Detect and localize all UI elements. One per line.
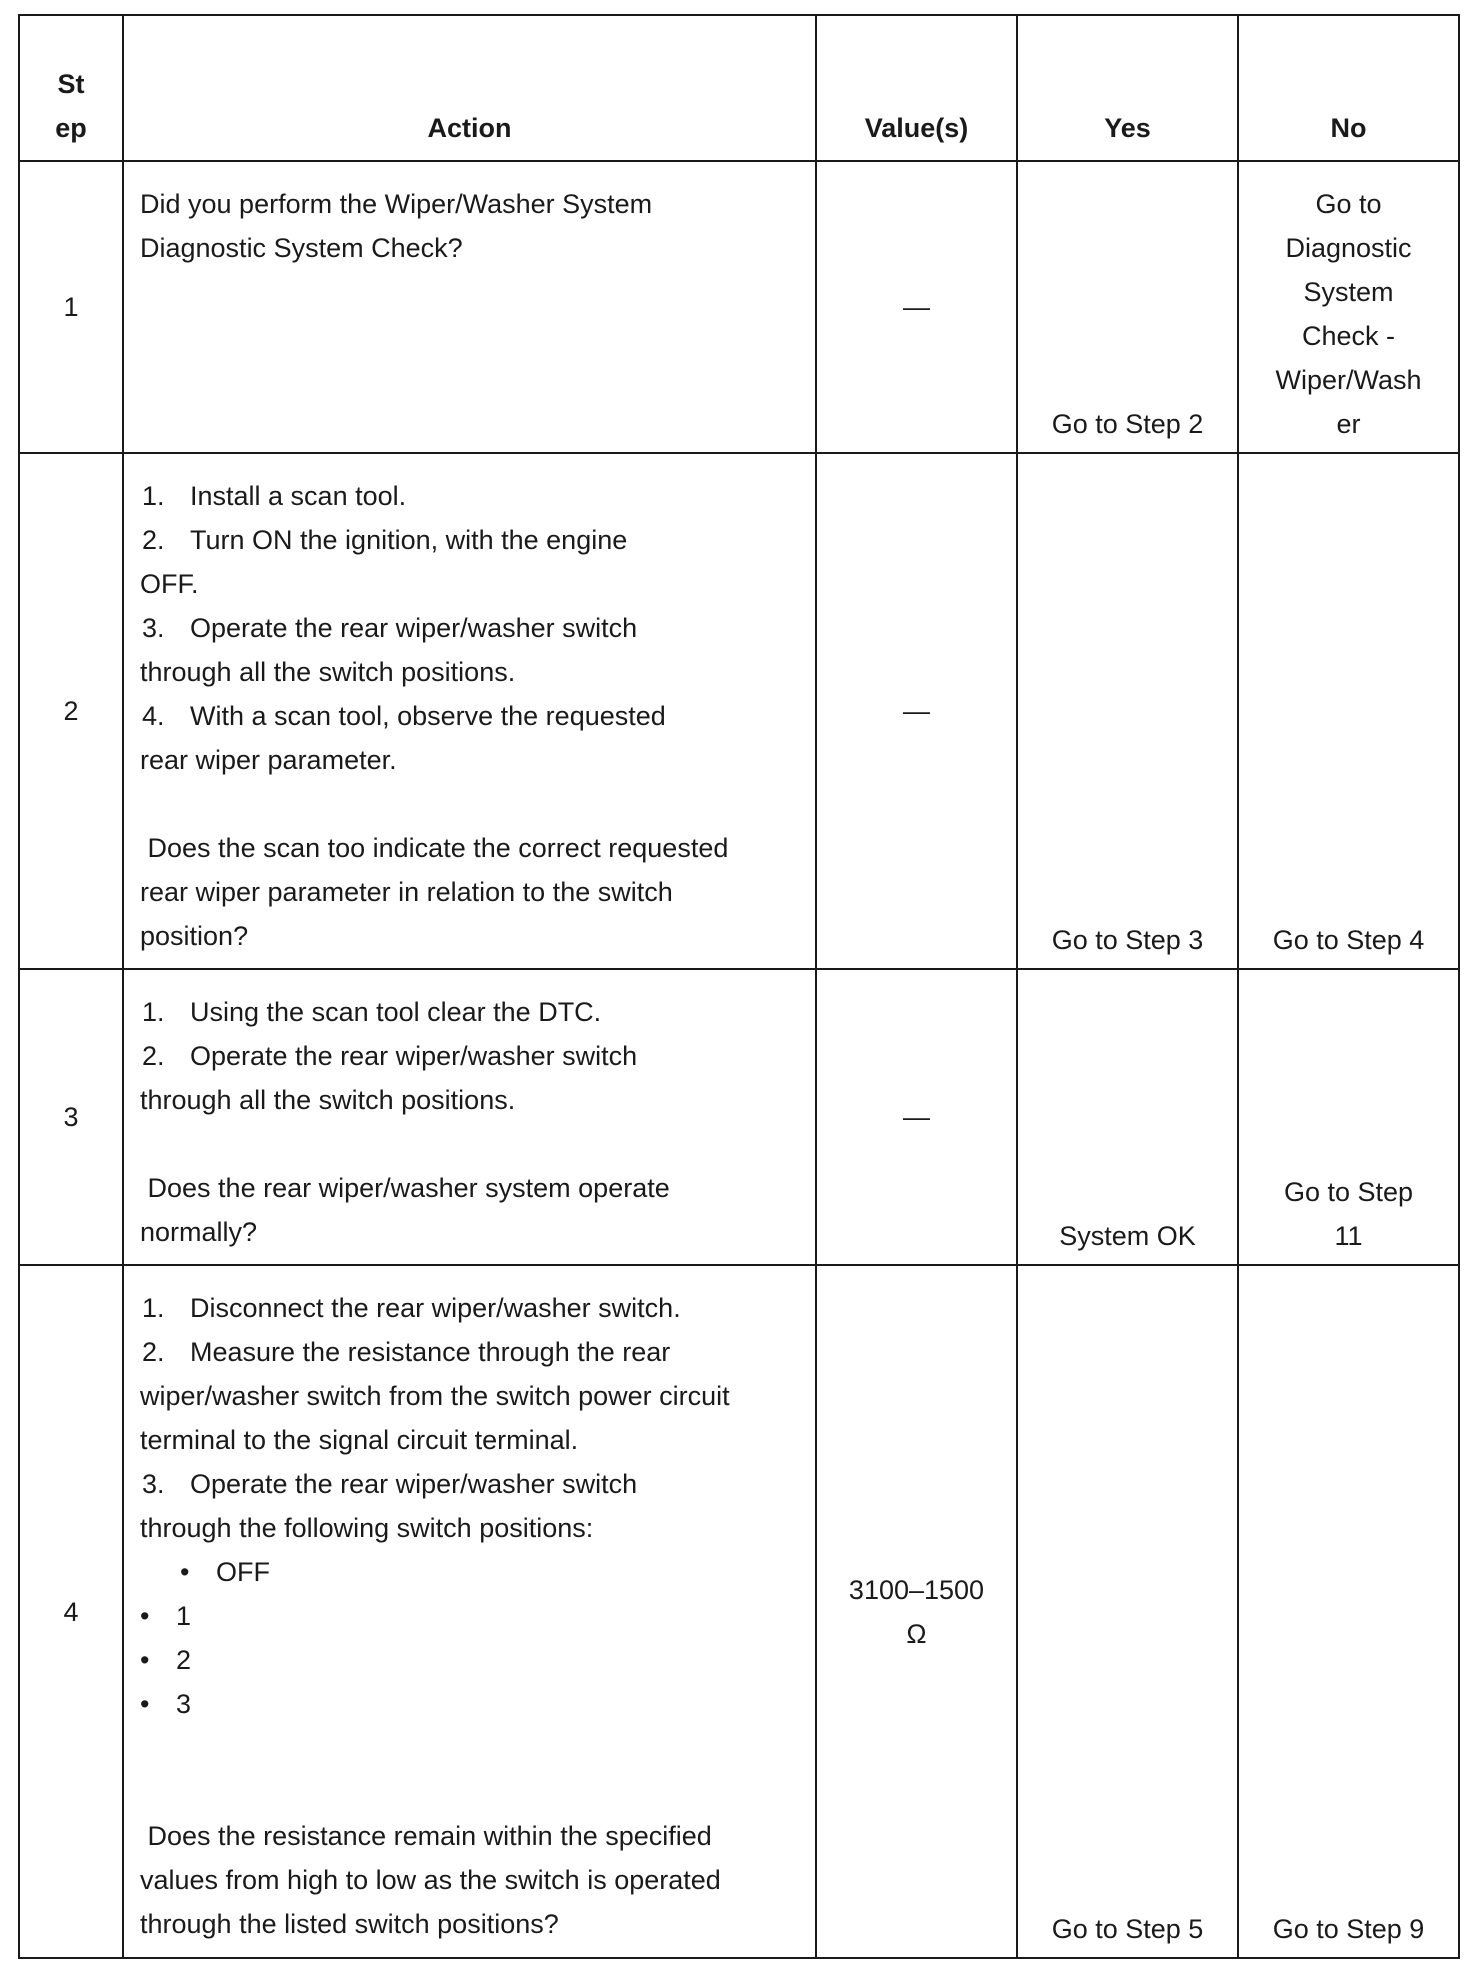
value-cell: 3100–1500 Ω [816,1265,1017,1958]
list-item: • 3 [140,1689,192,1719]
value-cell: — [816,453,1017,969]
list-item: • OFF [180,1557,270,1587]
header-action: Action [123,15,816,161]
no-cell: Go to Step 9 [1238,1265,1459,1958]
action-cell: 1. Disconnect the rear wiper/washer switch. 2. Measure the resistance through the rear wiper/washer switch from the switch power circuit terminal to the signal circuit terminal. 3. Operate the rear wiper/washer switch through the following switch positions: • OFF • 1 • 2 • 3 Does the resistance remain within the specified values from high to low as the switch is operated through the listed switch positions? [123,1265,816,1958]
yes-cell: Go to Step 5 [1017,1265,1238,1958]
step-number: 4 [19,1265,123,1958]
table-row [19,161,1459,453]
yes-cell: Go to Step 2 [1017,161,1238,453]
table-row [19,453,1459,969]
step-number: 3 [19,969,123,1265]
header-no: No [1238,15,1459,161]
no-cell: Go to Step 11 [1238,969,1459,1265]
no-cell: Go to Diagnostic System Check - Wiper/Wash er [1238,161,1459,453]
action-cell: Did you perform the Wiper/Washer System Diagnostic System Check? [123,161,816,453]
header-values: Value(s) [816,15,1017,161]
step-number: 2 [19,453,123,969]
table-row [19,1265,1459,1958]
header-row [19,15,1459,161]
no-cell: Go to Step 4 [1238,453,1459,969]
header-yes: Yes [1017,15,1238,161]
list-item: • 1 [140,1601,192,1631]
value-cell: — [816,969,1017,1265]
list-item: • 2 [140,1645,192,1675]
table-row [19,969,1459,1265]
action-cell: 1. Install a scan tool. 2. Turn ON the ignition, with the engine OFF. 3. Operate the rear wiper/washer switch through all the switch positions. 4. With a scan tool, observe the requested rear wiper parameter. Does the scan too indicate the correct requested rear wiper parameter in relation to the switch position? [123,453,816,969]
step-number: 1 [19,161,123,453]
action-cell: 1. Using the scan tool clear the DTC. 2. Operate the rear wiper/washer switch through all the switch positions. Does the rear wiper/washer system operate normally? [123,969,816,1265]
diagnostic-table [18,14,1460,1959]
header-step: St ep [19,15,123,161]
yes-cell: Go to Step 3 [1017,453,1238,969]
value-cell: — [816,161,1017,453]
yes-cell: System OK [1017,969,1238,1265]
